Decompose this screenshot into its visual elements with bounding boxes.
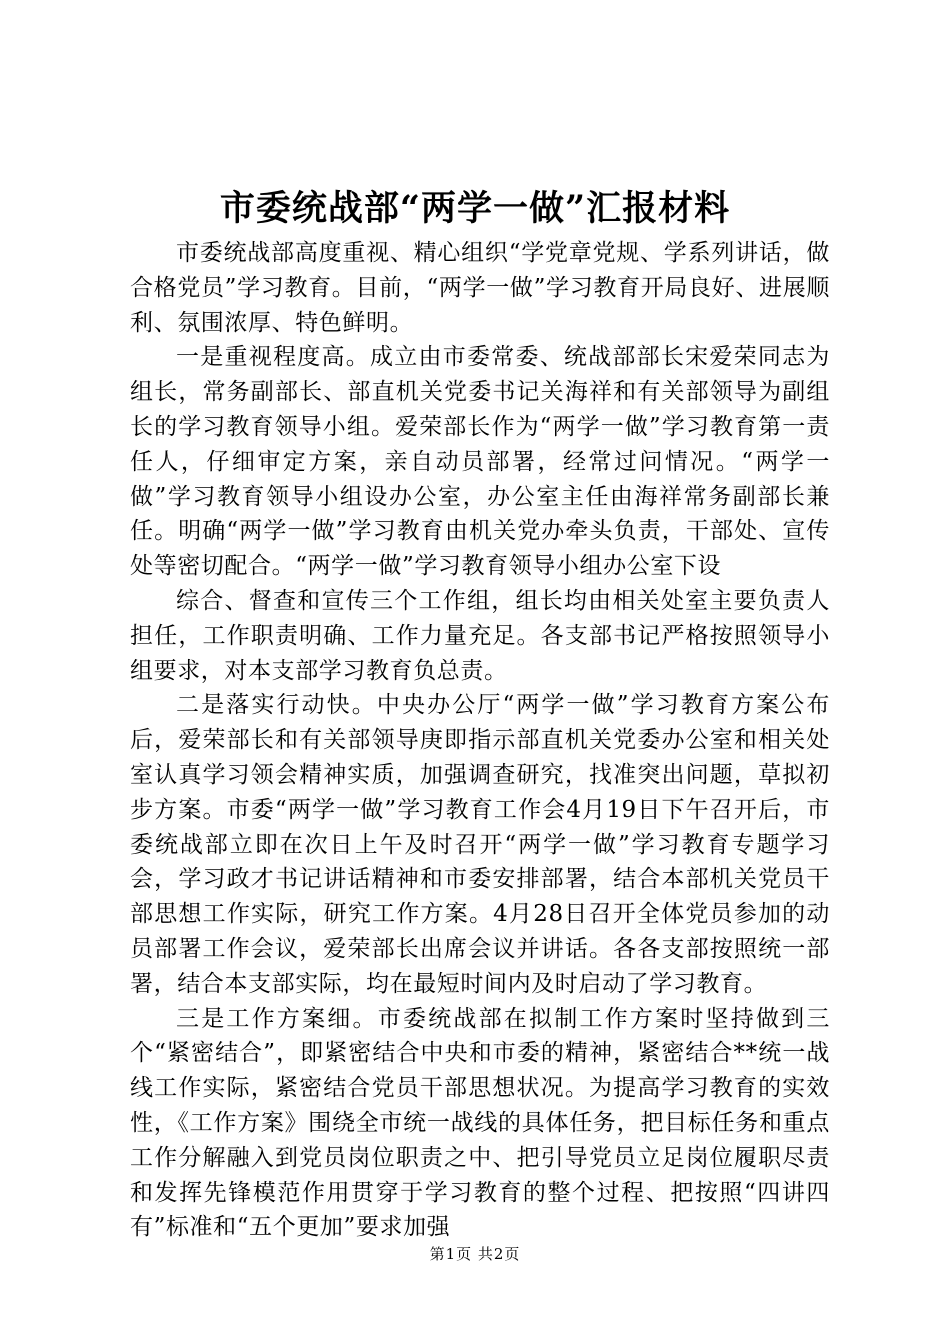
paragraph-work-groups: 综合、督查和宣传三个工作组，组长均由相关处室主要负责人担任，工作职责明确、工作力量充足。各支部书记严格按照领导小组要求，对本支部学习教育负总责。 xyxy=(130,587,830,684)
paragraph-point-three: 三是工作方案细。市委统战部在拟制工作方案时坚持做到三个“紧密结合”，即紧密结合中央和市委的精神，紧密结合**统一战线工作实际，紧密结合党员干部思想状况。为提高学习教育的实效性，《工作方案》围绕全市统一战线的具体任务，把目标任务和重点工作分解融入到党员岗位职责之中、把引导党员立足岗位履职尽责和发挥先锋模范作用贯穿于学习教育的整个过程、把按照“四讲四有”标准和“五个更加”要求加强 xyxy=(130,1005,830,1241)
paragraph-point-one: 一是重视程度高。成立由市委常委、统战部部长宋爱荣同志为组长，常务副部长、部直机关党委书记关海祥和有关部领导为副组长的学习教育领导小组。爱荣部长作为“两学一做”学习教育第一责任人，仔细审定方案，亲自动员部署，经常过问情况。“两学一做”学习教育领导小组设办公室，办公室主任由海祥常务副部长兼任。明确“两学一做”学习教育由机关党办牵头负责，干部处、宣传处等密切配合。“两学一做”学习教育领导小组办公室下设 xyxy=(130,344,830,580)
paragraph-intro: 市委统战部高度重视、精心组织“学党章党规、学系列讲话，做合格党员”学习教育。目前，“两学一做”学习教育开局良好、进展顺利、氛围浓厚、特色鲜明。 xyxy=(130,240,830,336)
document-body xyxy=(130,236,830,1245)
document-title: 市委统战部“两学一做”汇报材料 xyxy=(219,188,731,229)
page-number-footer: 第1页 共2页 xyxy=(429,1245,521,1263)
paragraph-point-two: 二是落实行动快。中央办公厅“两学一做”学习教育方案公布后，爱荣部长和有关部领导庚即指示部直机关党委办公室和相关处室认真学习领会精神实质，加强调查研究，找准突出问题，草拟初步方案。市委“两学一做”学习教育工作会4月19日下午召开后，市委统战部立即在次日上午及时召开“两学一做”学习教育专题学习会，学习政才书记讲话精神和市委安排部署，结合本部机关党员干部思想工作实际，研究工作方案。4月28日召开全体党员参加的动员部署工作会议，爱荣部长出席会议并讲话。各各支部按照统一部署，结合本支部实际，均在最短时间内及时启动了学习教育。 xyxy=(130,692,830,997)
